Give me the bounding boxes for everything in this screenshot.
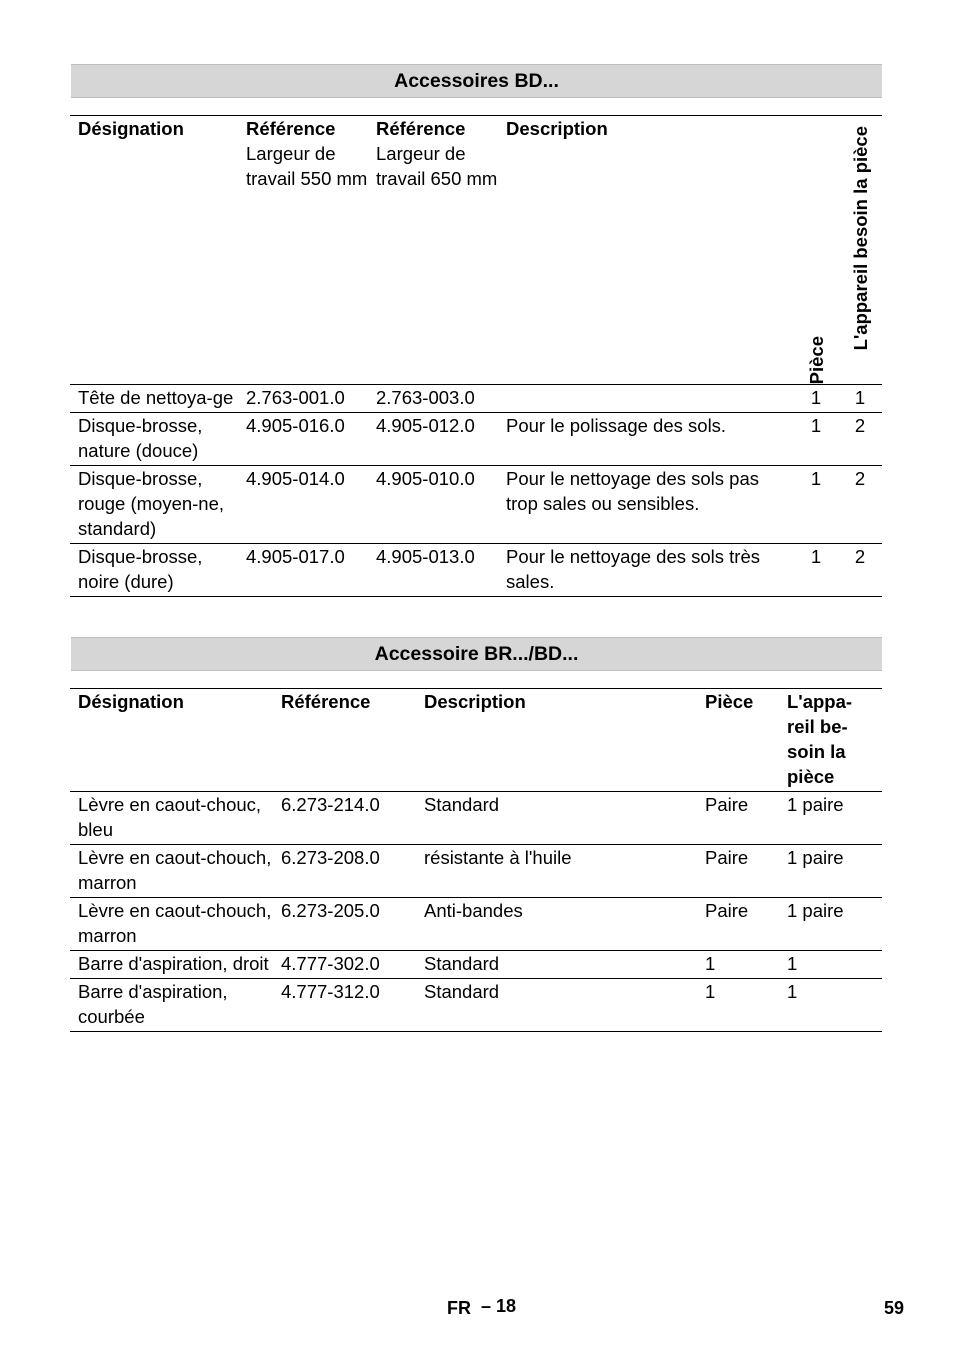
accessories-bd-table [70,115,882,597]
header-reference-650 [368,116,498,385]
cell-description: Anti-bandes [424,900,523,921]
table-row [70,385,882,413]
cell-description [498,385,794,413]
table-row [70,792,882,845]
section2-title: Accessoire BR.../BD... [71,637,882,671]
cell-piece: Paire [705,847,749,868]
cell-description: Standard [424,794,500,815]
cell-piece: 1 [810,546,822,567]
cell-appareil: 1 [787,953,798,974]
header-reference-label: Référence [246,118,336,139]
cell-description: Standard [424,981,500,1002]
cell-appareil: 2 [854,546,866,567]
cell-reference: 4.777-302.0 [281,953,380,974]
cell-ref650: 4.905-013.0 [376,546,475,567]
cell-description: résistante à l'huile [424,847,572,868]
cell-ref550: 2.763-001.0 [246,387,345,408]
table-row [70,951,882,979]
cell-ref550: 4.905-017.0 [246,546,345,567]
cell-description: Standard [424,953,500,974]
cell-designation: Barre d'aspiration, courbée [78,981,228,1027]
cell-piece: 1 [705,953,716,974]
table-header-row [70,116,882,385]
header-appareil: L'appa-reil be-soin la pièce [787,691,853,787]
cell-appareil: 2 [854,415,866,436]
header-piece [794,116,838,385]
header-reference: Référence [281,691,371,712]
cell-reference: 6.273-208.0 [281,847,380,868]
cell-designation: Disque-brosse, nature (douce) [78,415,203,461]
cell-ref650: 2.763-003.0 [376,387,475,408]
cell-designation: Disque-brosse, rouge (moyen-ne, standard) [78,468,225,539]
cell-designation: Tête de nettoya-ge [78,387,234,408]
header-designation: Désignation [78,691,184,712]
cell-ref550: 4.905-016.0 [246,415,345,436]
table-header-row [70,689,882,792]
cell-piece: 1 [810,387,822,408]
cell-appareil: 1 [787,981,798,1002]
section1-title: Accessoires BD... [71,64,882,98]
cell-appareil: 2 [854,468,866,489]
footer-lang: FR [447,1298,471,1318]
cell-piece: 1 [810,468,822,489]
header-appareil-label: L'appareil besoin la pièce [849,126,871,351]
header-reference-label: Référence [376,118,466,139]
cell-appareil: 1 paire [787,900,844,921]
table-row [70,544,882,597]
table-row [70,413,882,466]
cell-designation: Lèvre en caout-chouc, bleu [78,794,262,840]
cell-designation: Disque-brosse, noire (dure) [78,546,203,592]
cell-designation: Lèvre en caout-chouch, marron [78,847,272,893]
cell-appareil: 1 [854,387,866,408]
cell-piece: 1 [705,981,716,1002]
cell-appareil: 1 paire [787,847,844,868]
cell-reference: 4.777-312.0 [281,981,380,1002]
header-appareil [838,116,882,385]
cell-designation: Lèvre en caout-chouch, marron [78,900,272,946]
table-row [70,979,882,1032]
table-row [70,898,882,951]
cell-ref550: 4.905-014.0 [246,468,345,489]
cell-piece: 1 [810,415,822,436]
table-row [70,466,882,544]
table-row [70,845,882,898]
cell-ref650: 4.905-010.0 [376,468,475,489]
cell-appareil: 1 paire [787,794,844,815]
header-piece-label: Pièce [805,335,827,384]
cell-description: Pour le polissage des sols. [506,415,727,436]
cell-description: Pour le nettoyage des sols très sales. [506,546,761,592]
footer-page-number: 59 [884,1298,905,1318]
header-reference-550 [238,116,368,385]
cell-ref650: 4.905-012.0 [376,415,475,436]
footer-page-label: – 18 [481,1296,517,1316]
header-piece: Pièce [705,691,754,712]
header-width-550: Largeur de travail 550 mm [246,143,368,189]
header-designation: Désignation [78,118,184,139]
header-description: Description [424,691,526,712]
cell-reference: 6.273-214.0 [281,794,380,815]
cell-designation: Barre d'aspiration, droit [78,953,269,974]
cell-reference: 6.273-205.0 [281,900,380,921]
cell-piece: Paire [705,900,749,921]
header-width-650: Largeur de travail 650 mm [376,143,498,189]
cell-piece: Paire [705,794,749,815]
accessories-br-bd-table [70,688,882,1032]
cell-description: Pour le nettoyage des sols pas trop sales ou sensibles. [506,468,759,514]
header-description: Description [506,118,608,139]
